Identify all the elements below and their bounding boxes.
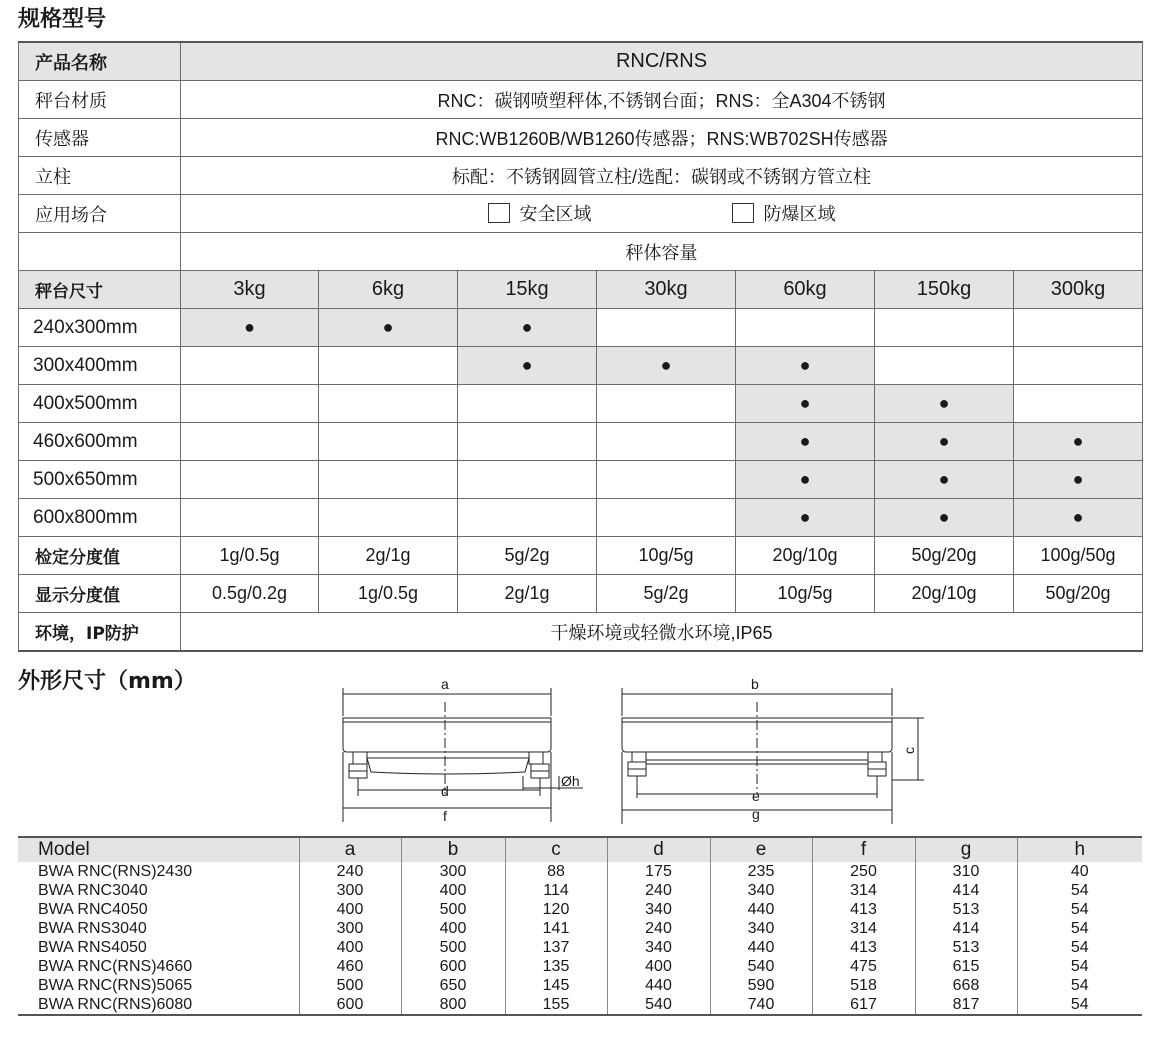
model-cell: 175 (607, 862, 710, 881)
size-cell: 300x400mm (19, 347, 181, 385)
model-row (18, 957, 1142, 976)
verification-value: 20g/10g (736, 537, 875, 575)
model-cell: BWA RNC(RNS)5065 (38, 976, 193, 994)
model-cell: 475 (812, 957, 915, 976)
availability-cell: ● (736, 461, 875, 499)
availability-cell: ● (181, 309, 319, 347)
model-cell: 740 (710, 995, 812, 1015)
empty-cell (19, 233, 181, 271)
spec-label: 立柱 (19, 157, 181, 195)
verification-value: 5g/2g (458, 537, 597, 575)
spec-table (18, 41, 1143, 652)
application-option-label: 防爆区域 (763, 203, 836, 224)
model-header: b (401, 837, 505, 862)
model-row (18, 938, 1142, 957)
availability-cell: ● (875, 385, 1014, 423)
model-cell: 400 (401, 919, 505, 938)
availability-cell (458, 423, 597, 461)
application-option[interactable] (488, 200, 592, 226)
model-cell: 155 (505, 995, 607, 1015)
size-row (19, 309, 1143, 347)
availability-cell: ● (319, 309, 458, 347)
model-cell: 310 (915, 862, 1017, 881)
model-cell: 817 (915, 995, 1017, 1015)
capacity-header: 15kg (458, 271, 597, 309)
verification-value: 2g/1g (319, 537, 458, 575)
model-cell: 240 (607, 881, 710, 900)
model-cell: BWA RNC(RNS)6080 (18, 995, 299, 1015)
model-cell: 590 (710, 976, 812, 995)
model-cell: BWA RNS4050 (38, 938, 147, 956)
availability-cell: ● (736, 347, 875, 385)
model-cell: BWA RNC3040 (38, 881, 148, 899)
capacity-header: 150kg (875, 271, 1014, 309)
model-cell: 340 (607, 938, 710, 957)
availability-cell (597, 385, 736, 423)
size-row (19, 385, 1143, 423)
availability-cell (597, 499, 736, 537)
model-cell: 414 (915, 919, 1017, 938)
label-e: e (752, 788, 760, 804)
capacity-title: 秤体容量 (181, 233, 1143, 271)
availability-cell (458, 461, 597, 499)
model-cell: 145 (505, 976, 607, 995)
application-option[interactable] (732, 200, 836, 226)
availability-cell (181, 423, 319, 461)
verification-value: 1g/0.5g (181, 537, 319, 575)
model-cell: 54 (1017, 957, 1142, 976)
diagram-front-view (325, 672, 595, 830)
model-cell: 513 (915, 938, 1017, 957)
model-header: f (812, 837, 915, 862)
model-cell: 340 (607, 900, 710, 919)
availability-cell: ● (875, 461, 1014, 499)
size-cell: 500x650mm (19, 461, 181, 499)
spec-title: 规格型号 (18, 7, 107, 32)
model-cell: 88 (505, 862, 607, 881)
verification-value: 50g/20g (875, 537, 1014, 575)
model-cell: 135 (505, 957, 607, 976)
model-row (18, 919, 1142, 938)
availability-cell (1014, 309, 1143, 347)
model-row (18, 862, 1142, 881)
model-cell: 500 (401, 938, 505, 957)
model-cell: 540 (710, 957, 812, 976)
environment-value: 干燥环境或轻微水环境,IP65 (181, 613, 1143, 652)
label-a: a (441, 676, 449, 692)
model-cell: 340 (710, 881, 812, 900)
availability-cell (1014, 385, 1143, 423)
model-cell: BWA RNC(RNS)4660 (38, 957, 193, 975)
model-cell: 300 (401, 862, 505, 881)
model-cell: 440 (607, 976, 710, 995)
spec-label: 产品名称 (19, 42, 181, 81)
model-cell: 500 (401, 900, 505, 919)
model-cell: 617 (812, 995, 915, 1015)
spec-label: 传感器 (19, 119, 181, 157)
model-cell: 240 (607, 919, 710, 938)
model-cell: 400 (401, 881, 505, 900)
model-cell: 668 (915, 976, 1017, 995)
spec-value: RNC：碳钢喷塑秤体,不锈钢台面；RNS：全A304不锈钢 (181, 81, 1143, 119)
model-cell: 600 (299, 995, 401, 1015)
spec-label: 应用场合 (19, 195, 181, 233)
capacity-header-row (19, 271, 1143, 309)
model-cell: 250 (812, 862, 915, 881)
size-cell: 240x300mm (19, 309, 181, 347)
application-options (181, 195, 1143, 233)
model-cell: 54 (1017, 995, 1142, 1015)
display-value: 1g/0.5g (319, 575, 458, 613)
availability-cell (181, 461, 319, 499)
model-cell: 54 (1017, 900, 1142, 919)
model-cell: 440 (710, 938, 812, 957)
model-cell: 650 (401, 976, 505, 995)
display-value: 20g/10g (875, 575, 1014, 613)
model-cell: 40 (1017, 862, 1142, 881)
model-cell: 300 (299, 881, 401, 900)
model-cell: 240 (299, 862, 401, 881)
model-header-row (18, 837, 1142, 862)
spec-row (19, 81, 1143, 119)
availability-cell: ● (597, 347, 736, 385)
size-cell: 460x600mm (19, 423, 181, 461)
spec-label: 秤台材质 (19, 81, 181, 119)
availability-cell: ● (1014, 423, 1143, 461)
model-cell: 400 (607, 957, 710, 976)
capacity-header: 60kg (736, 271, 875, 309)
checkbox[interactable] (488, 203, 510, 223)
availability-cell: ● (458, 347, 597, 385)
verification-label: 检定分度值 (19, 537, 181, 575)
size-row (19, 499, 1143, 537)
model-cell: 513 (915, 900, 1017, 919)
model-header: Model (18, 837, 299, 862)
availability-cell: ● (875, 423, 1014, 461)
model-header: h (1017, 837, 1142, 862)
size-cell: 400x500mm (19, 385, 181, 423)
availability-cell (875, 309, 1014, 347)
size-cell: 600x800mm (19, 499, 181, 537)
label-g: g (752, 806, 760, 822)
model-header: a (299, 837, 401, 862)
display-value: 5g/2g (597, 575, 736, 613)
model-cell: 460 (299, 957, 401, 976)
size-row (19, 423, 1143, 461)
model-cell: 500 (299, 976, 401, 995)
model-row (18, 881, 1142, 900)
availability-cell (319, 385, 458, 423)
dims-title: 外形尺寸（mm） (18, 669, 196, 694)
model-cell: 340 (710, 919, 812, 938)
model-cell: 54 (1017, 919, 1142, 938)
model-cell: 800 (401, 995, 505, 1015)
model-cell: 413 (812, 900, 915, 919)
model-cell: 400 (299, 938, 401, 957)
availability-cell (597, 309, 736, 347)
model-table (18, 836, 1142, 1016)
capacity-header: 300kg (1014, 271, 1143, 309)
model-cell: 235 (710, 862, 812, 881)
spec-row-application (19, 195, 1143, 233)
spec-row (19, 42, 1143, 81)
display-label: 显示分度值 (19, 575, 181, 613)
display-value: 2g/1g (458, 575, 597, 613)
model-row (18, 976, 1142, 995)
model-cell: 300 (299, 919, 401, 938)
model-cell: 114 (505, 881, 607, 900)
availability-cell: ● (458, 309, 597, 347)
diagram-side-view (612, 672, 932, 830)
availability-cell (875, 347, 1014, 385)
availability-cell (319, 461, 458, 499)
label-f: f (443, 808, 447, 824)
model-cell: 54 (1017, 881, 1142, 900)
verification-value: 10g/5g (597, 537, 736, 575)
availability-cell (319, 347, 458, 385)
model-cell: 413 (812, 938, 915, 957)
label-b: b (751, 676, 759, 692)
verification-value: 100g/50g (1014, 537, 1143, 575)
spec-row-capacity-title (19, 233, 1143, 271)
model-cell: 120 (505, 900, 607, 919)
checkbox[interactable] (732, 203, 754, 223)
application-option-label: 安全区域 (519, 203, 592, 224)
spec-value: RNC/RNS (181, 42, 1143, 81)
size-row (19, 347, 1143, 385)
model-cell: 400 (299, 900, 401, 919)
spec-row (19, 157, 1143, 195)
size-row (19, 461, 1143, 499)
availability-cell (181, 499, 319, 537)
availability-cell (1014, 347, 1143, 385)
display-value: 0.5g/0.2g (181, 575, 319, 613)
availability-cell (736, 309, 875, 347)
model-cell: BWA RNC(RNS)2430 (38, 862, 193, 880)
model-cell: 518 (812, 976, 915, 995)
spec-row-display (19, 575, 1143, 613)
size-label: 秤台尺寸 (19, 271, 181, 309)
availability-cell: ● (736, 499, 875, 537)
model-cell: 414 (915, 881, 1017, 900)
model-cell: 440 (710, 900, 812, 919)
spec-value: RNC:WB1260B/WB1260传感器；RNS:WB702SH传感器 (181, 119, 1143, 157)
model-cell: 137 (505, 938, 607, 957)
availability-cell: ● (736, 385, 875, 423)
model-cell: 615 (915, 957, 1017, 976)
capacity-header: 6kg (319, 271, 458, 309)
spec-row-environment (19, 613, 1143, 652)
availability-cell (597, 461, 736, 499)
availability-cell (181, 347, 319, 385)
capacity-header: 30kg (597, 271, 736, 309)
availability-cell: ● (736, 423, 875, 461)
model-cell: 141 (505, 919, 607, 938)
availability-cell (597, 423, 736, 461)
model-header: e (710, 837, 812, 862)
model-cell: 54 (1017, 938, 1142, 957)
spec-row-verification (19, 537, 1143, 575)
availability-cell (458, 499, 597, 537)
model-header: g (915, 837, 1017, 862)
model-cell: 54 (1017, 976, 1142, 995)
label-c: c (901, 747, 917, 754)
model-cell: 540 (607, 995, 710, 1015)
display-value: 50g/20g (1014, 575, 1143, 613)
model-cell: 314 (812, 919, 915, 938)
availability-cell (319, 499, 458, 537)
spec-value: 标配：不锈钢圆管立柱/选配：碳钢或不锈钢方管立柱 (181, 157, 1143, 195)
availability-cell: ● (1014, 461, 1143, 499)
model-cell: BWA RNC4050 (38, 900, 148, 918)
model-row (18, 900, 1142, 919)
model-cell: 314 (812, 881, 915, 900)
availability-cell: ● (875, 499, 1014, 537)
display-value: 10g/5g (736, 575, 875, 613)
availability-cell (181, 385, 319, 423)
model-cell: 600 (401, 957, 505, 976)
spec-row (19, 119, 1143, 157)
capacity-header: 3kg (181, 271, 319, 309)
availability-cell (319, 423, 458, 461)
environment-label: 环境，IP防护 (19, 613, 181, 652)
model-cell: BWA RNS3040 (38, 919, 147, 937)
availability-cell (458, 385, 597, 423)
label-h: Øh (561, 773, 580, 789)
model-header: d (607, 837, 710, 862)
model-header: c (505, 837, 607, 862)
model-row (18, 995, 1142, 1015)
availability-cell: ● (1014, 499, 1143, 537)
label-d: d (441, 783, 449, 799)
